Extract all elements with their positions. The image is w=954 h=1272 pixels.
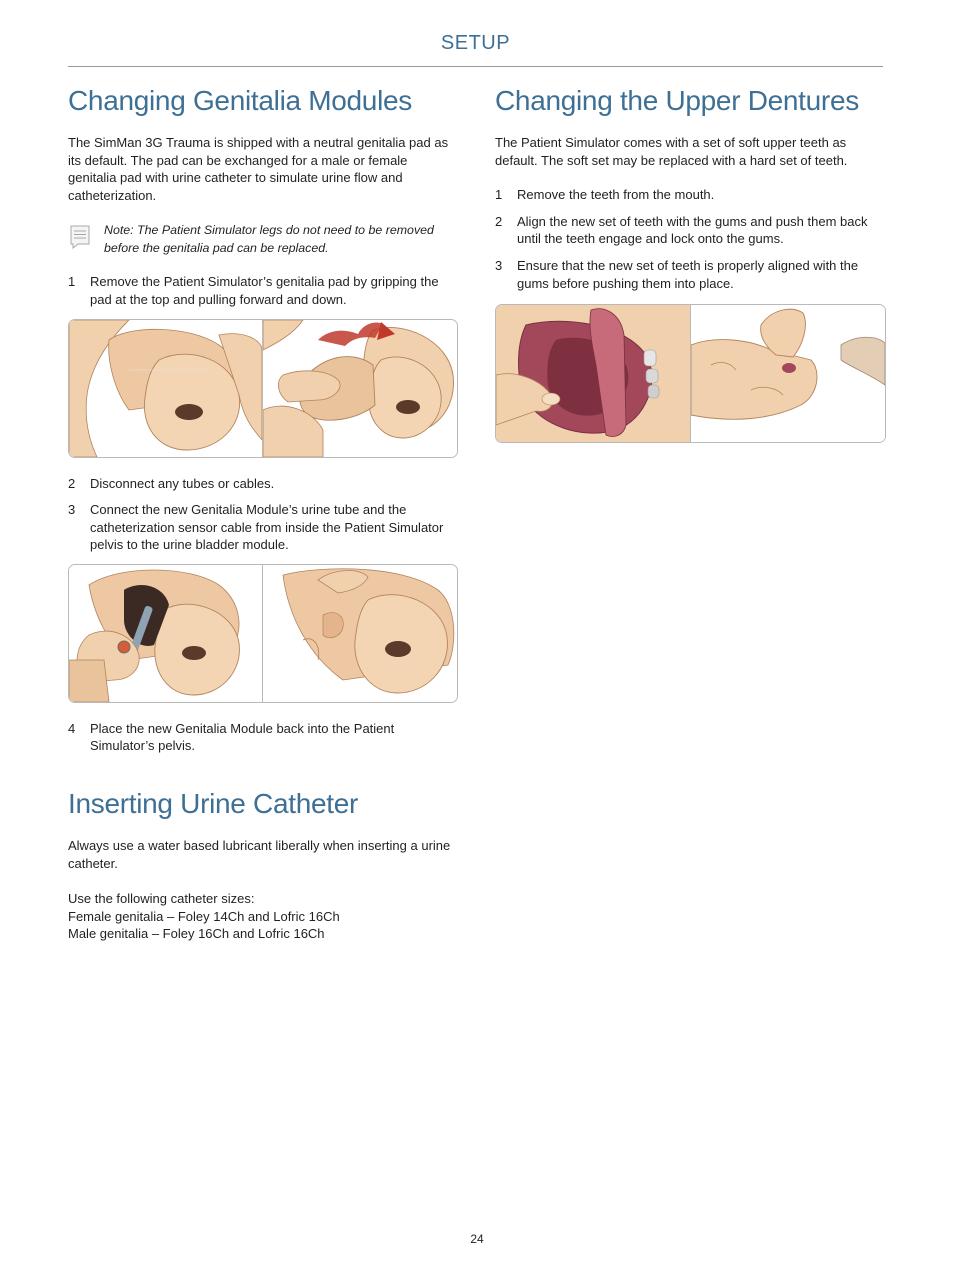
genitalia-steps-a <box>68 273 458 308</box>
figure-remove-pad <box>68 319 458 458</box>
note-box <box>68 222 458 257</box>
step-item <box>495 257 885 292</box>
step-text: Ensure that the new set of teeth is properly aligned with the gums before pushing them into place. <box>517 257 859 291</box>
genitalia-steps-b <box>68 475 458 553</box>
step-text: Remove the Patient Simulator’s genitalia pad by gripping the pad at the top and pulling forward and down. <box>90 274 439 307</box>
illustration-insert-teeth <box>691 305 885 442</box>
catheter-size-female: Female genitalia – Foley 14Ch and Lofric 16Ch <box>68 908 340 924</box>
illustration-insert-module <box>263 565 457 702</box>
right-column <box>495 84 885 443</box>
step-text: Disconnect any tubes or cables. <box>90 476 275 492</box>
step-number: 1 <box>68 274 76 290</box>
step-text: Place the new Genitalia Module back into the Patient Simulator’s pelvis. <box>90 720 395 754</box>
catheter-intro: Always use a water based lubricant liberally when inserting a urine catheter. <box>68 837 451 871</box>
step-number: 2 <box>495 213 503 229</box>
illustration-pelvis-front <box>69 320 262 457</box>
step-text: Align the new set of teeth with the gums and push them back until the teeth engage and lock onto the gums. <box>517 213 868 247</box>
dentures-heading: Changing the Upper Dentures <box>495 85 859 116</box>
catheter-size-male: Male genitalia – Foley 16Ch and Lofric 16Ch <box>68 926 325 942</box>
step-item <box>68 273 458 308</box>
step-item <box>68 501 458 554</box>
step-number: 1 <box>495 187 503 203</box>
note-icon <box>70 225 90 249</box>
illustration-pull-pad <box>263 320 457 457</box>
figure-dentures <box>495 304 886 443</box>
dentures-intro: The Patient Simulator comes with a set of soft upper teeth as default. The soft set may be replaced with a hard set of teeth. <box>495 135 848 168</box>
genitalia-intro: The SimMan 3G Trauma is shipped with a neutral genitalia pad as its default. The pad can be exchanged for a male or female genitalia pad with urine catheter to simulate urine flow and catheterization. <box>68 135 449 203</box>
page-header <box>68 30 883 67</box>
step-number: 4 <box>68 720 76 736</box>
left-column <box>68 84 458 943</box>
illustration-mouth-open <box>496 305 690 442</box>
step-number: 3 <box>495 257 503 273</box>
section-title: SETUP <box>440 32 511 54</box>
catheter-sizes-intro: Use the following catheter sizes: <box>68 891 255 907</box>
step-number: 2 <box>68 476 76 492</box>
catheter-heading: Inserting Urine Catheter <box>68 787 359 819</box>
step-item <box>68 720 458 755</box>
step-item <box>495 213 885 248</box>
step-item <box>68 475 458 493</box>
genitalia-steps-c <box>68 720 458 755</box>
step-text: Connect the new Genitalia Module’s urine tube and the catheterization sensor cable from inside the Patient Simulator pelvis to the urine bladder module. <box>90 501 444 553</box>
step-item <box>495 186 885 204</box>
genitalia-heading: Changing Genitalia Modules <box>68 85 412 116</box>
step-number: 3 <box>68 501 76 517</box>
figure-connect-tube <box>68 564 458 703</box>
dentures-steps <box>495 186 885 292</box>
step-text: Remove the teeth from the mouth. <box>517 187 715 203</box>
illustration-connect-cable <box>69 565 262 702</box>
note-text: Note: The Patient Simulator legs do not need to be removed before the genitalia pad can be replaced. <box>104 223 434 255</box>
page-number: 24 <box>470 1232 484 1246</box>
